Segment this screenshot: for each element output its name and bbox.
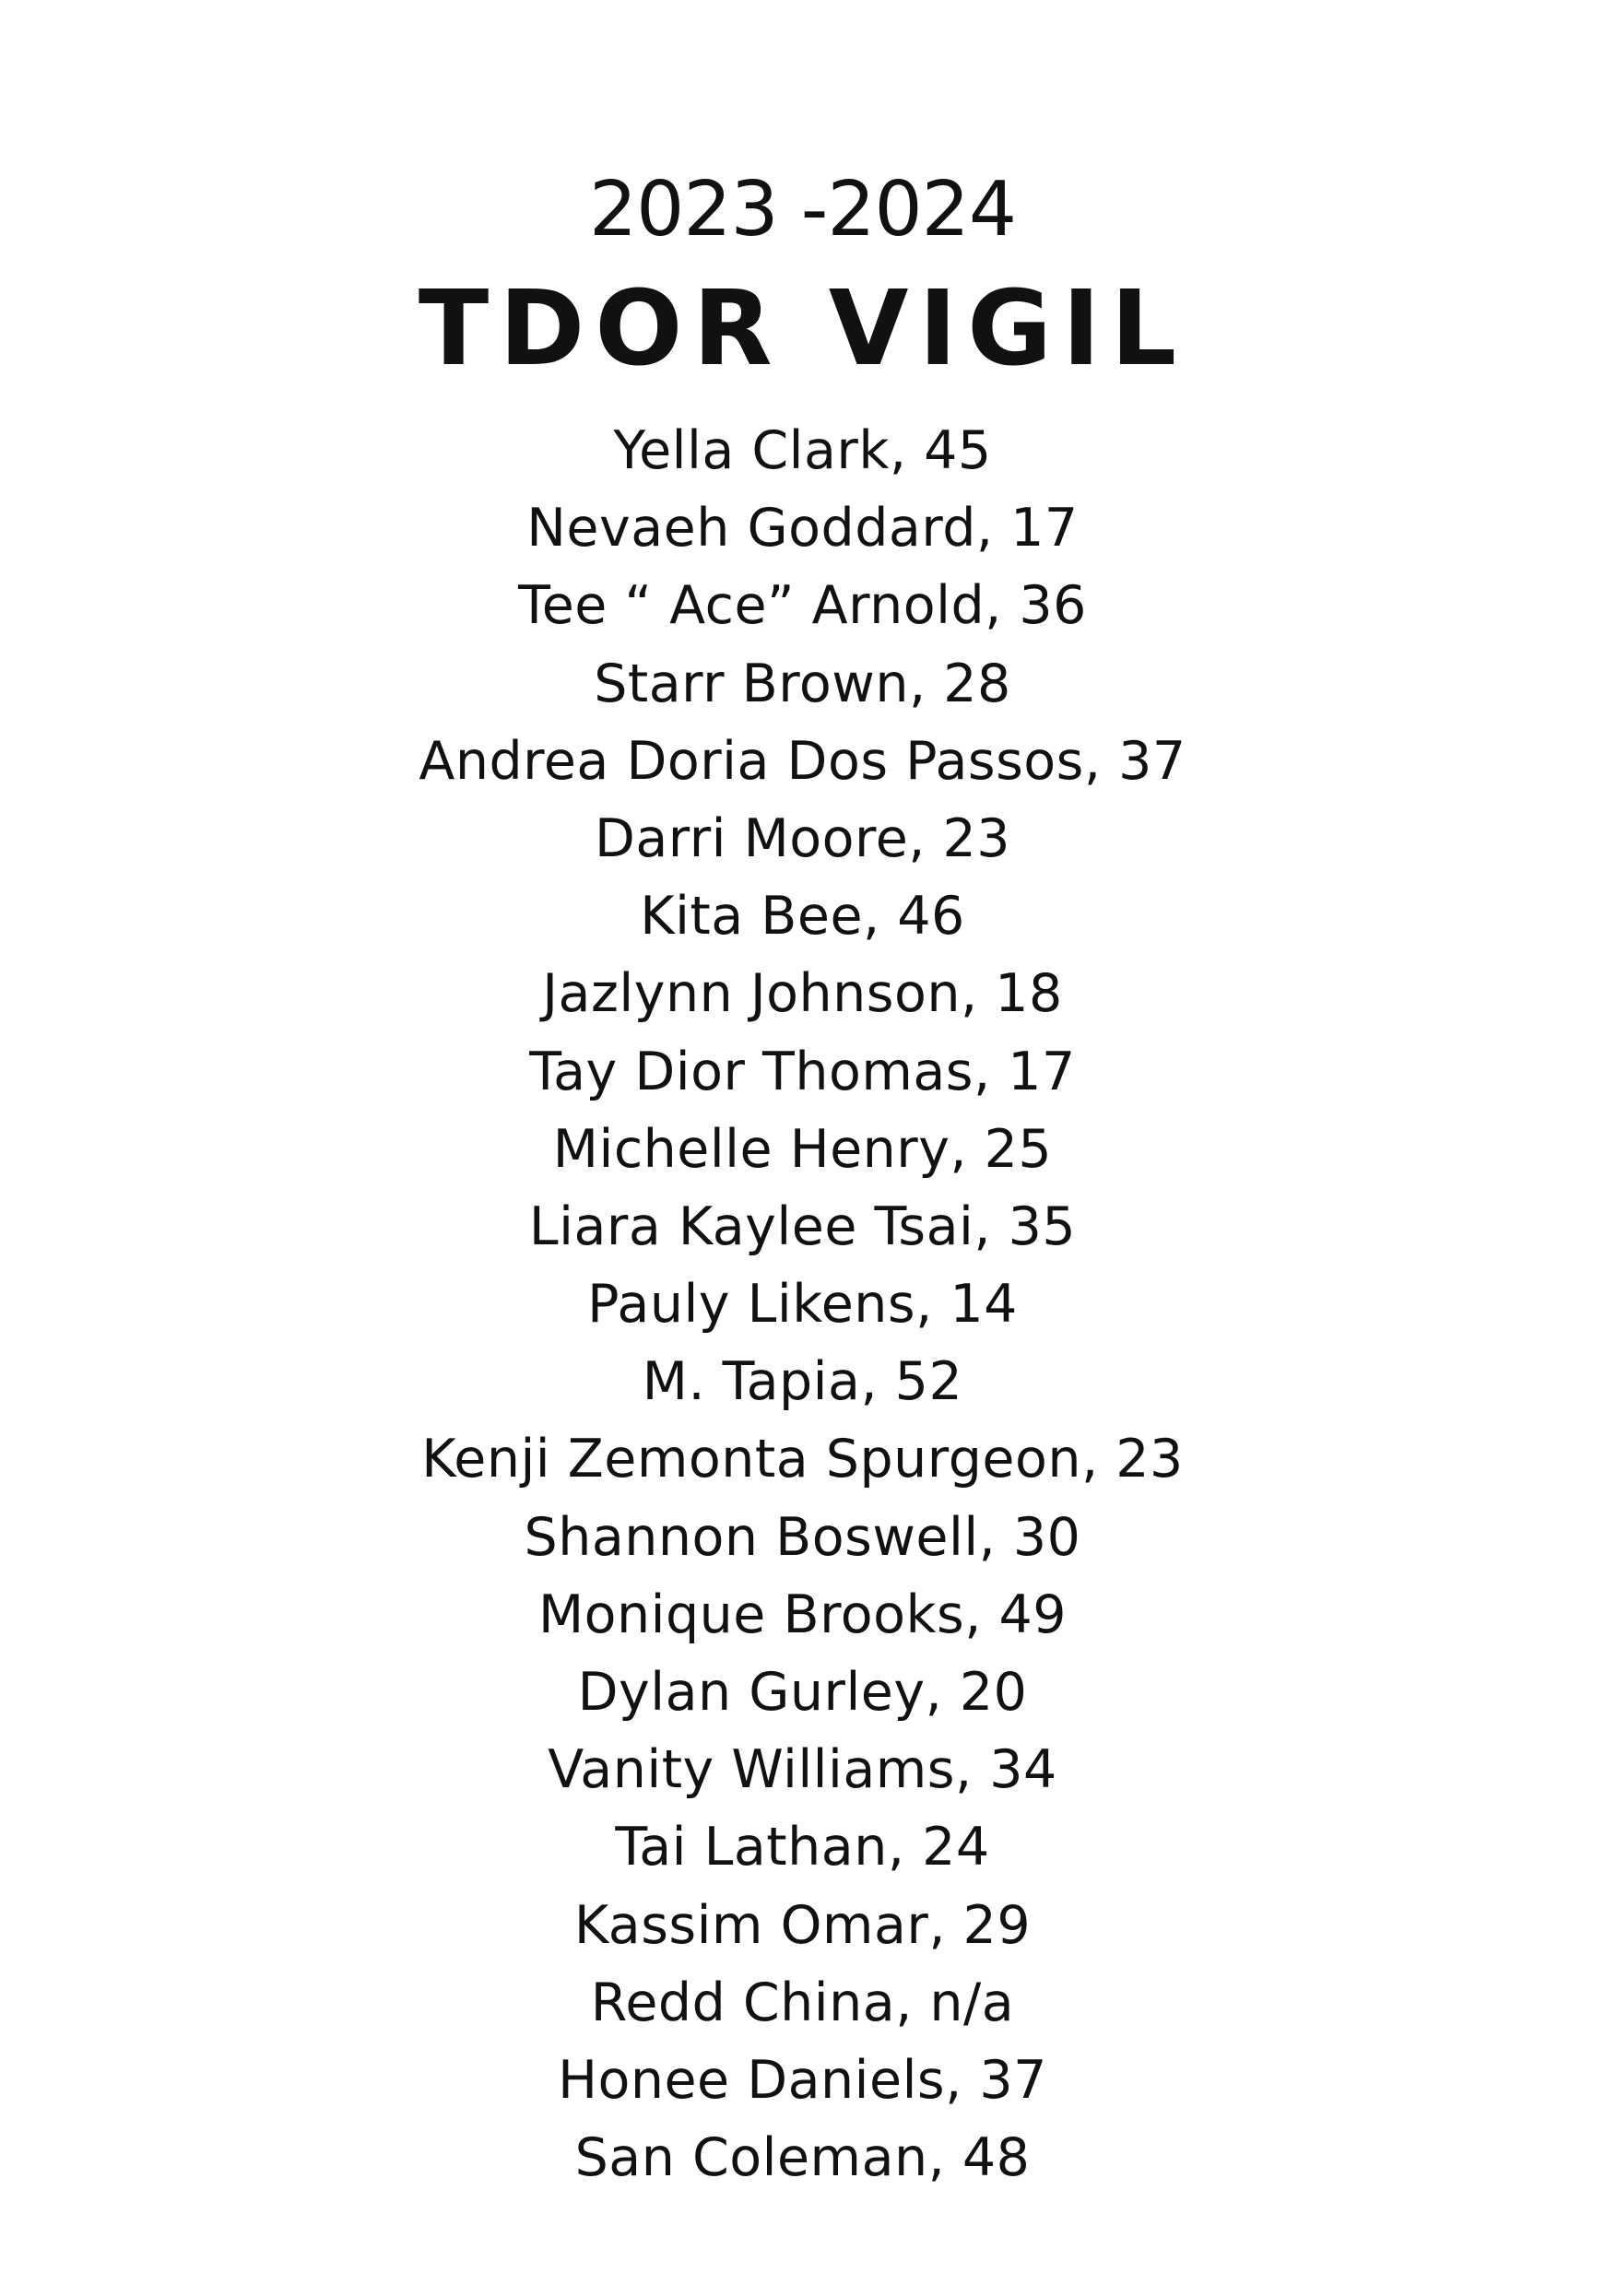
list-item: Honee Daniels, 37 [558,2049,1047,2111]
list-item: M. Tapia, 52 [642,1351,963,1413]
list-item: Pauly Likens, 14 [587,1274,1018,1336]
list-item: San Coleman, 48 [574,2127,1031,2189]
list-item: Starr Brown, 28 [594,653,1011,714]
list-item: Kita Bee, 46 [640,886,965,948]
list-item: Tay Dior Thomas, 17 [529,1041,1076,1102]
list-item: Tai Lathan, 24 [615,1817,990,1878]
page-title: TDOR VIGIL [418,269,1187,389]
list-item: Redd China, n/a [590,1972,1015,2033]
list-item: Shannon Boswell, 30 [524,1506,1081,1568]
list-item: Dylan Gurley, 20 [577,1662,1028,1723]
list-item: Michelle Henry, 25 [552,1118,1053,1180]
year-heading: 2023 -2024 [588,166,1017,253]
list-item: Kassim Omar, 29 [573,1894,1032,1956]
list-item: Nevaeh Goddard, 17 [526,498,1079,559]
list-item: Andrea Doria Dos Passos, 37 [419,730,1186,792]
list-item: Jazlynn Johnson, 18 [542,963,1063,1025]
names-list [0,412,1605,2196]
list-item: Kenji Zemonta Spurgeon, 23 [421,1429,1184,1490]
list-item: Tee “ Ace” Arnold, 36 [518,575,1087,637]
list-item: Vanity Williams, 34 [548,1739,1057,1801]
list-item: Yella Clark, 45 [613,420,992,481]
list-item: Darri Moore, 23 [594,807,1011,869]
list-item: Liara Kaylee Tsai, 35 [528,1195,1077,1257]
list-item: Monique Brooks, 49 [537,1584,1068,1645]
